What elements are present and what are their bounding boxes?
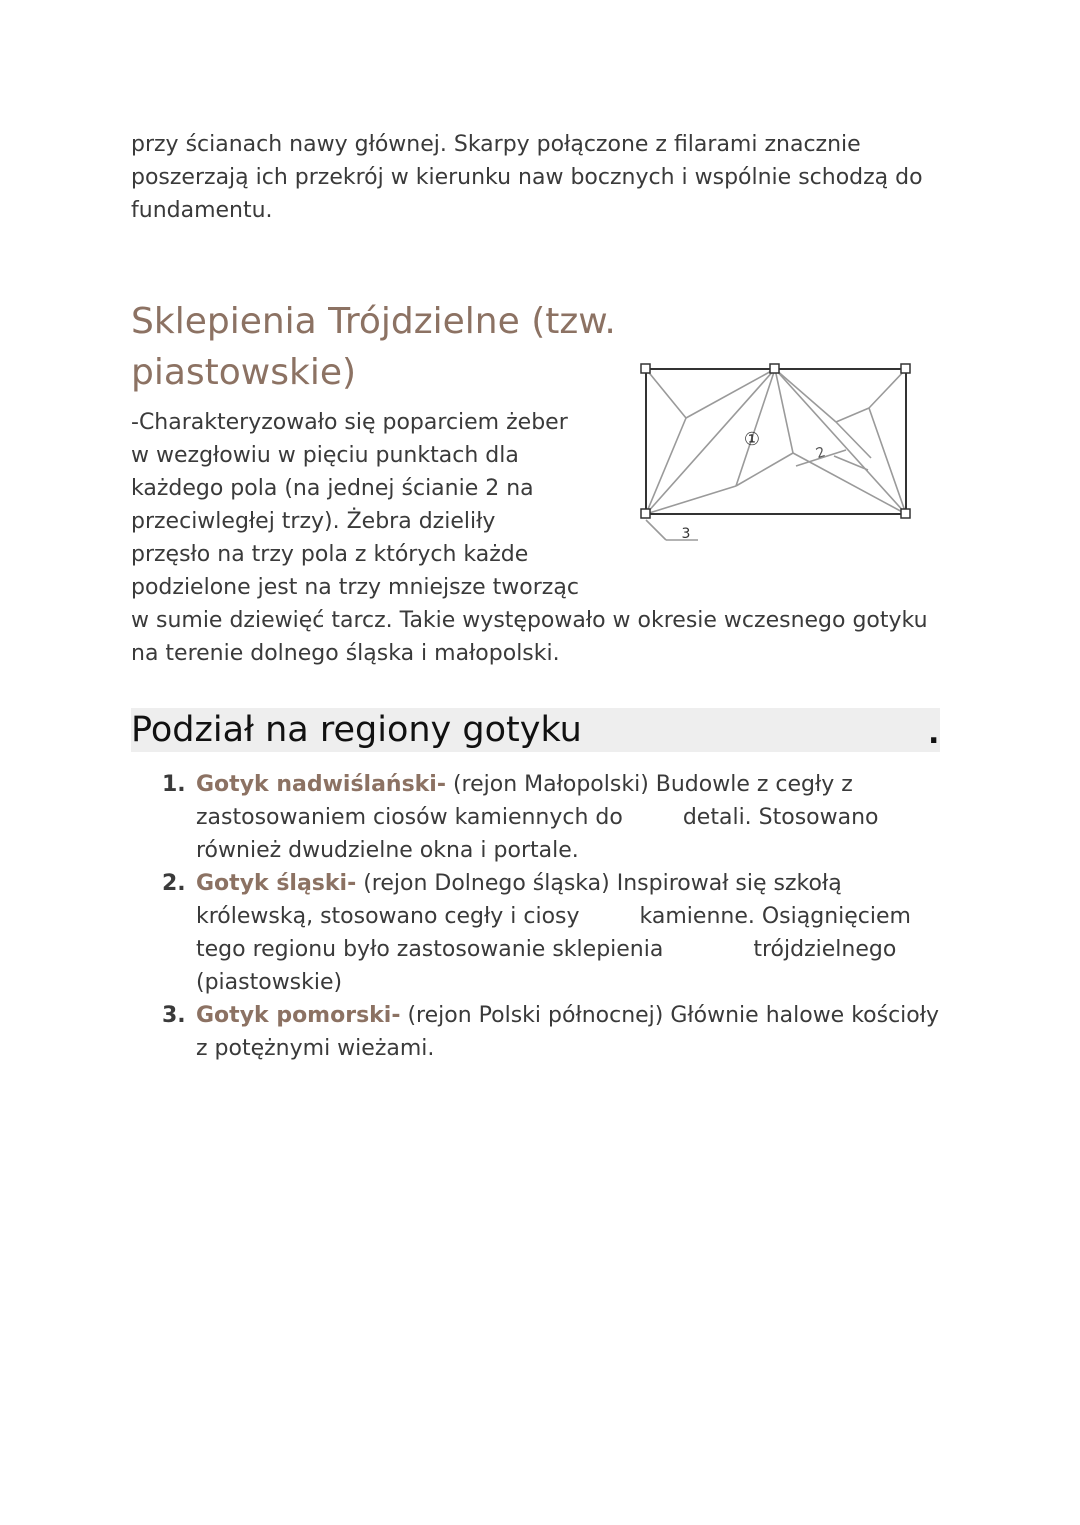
list-number: 3. <box>162 1003 186 1028</box>
list-item <box>162 999 952 1065</box>
figure-label-1: ① <box>743 429 761 450</box>
region-term: Gotyk śląski- <box>196 871 357 896</box>
support-marker <box>901 364 910 373</box>
vault-description <box>131 406 951 670</box>
region-term: Gotyk pomorski- <box>196 1003 401 1028</box>
regions-heading: Podział na regiony gotyku <box>131 710 582 750</box>
list-item <box>162 768 952 867</box>
list-number: 1. <box>162 772 186 797</box>
region-term: Gotyk nadwiślański- <box>196 772 446 797</box>
support-marker <box>770 364 779 373</box>
heading-dot: . <box>928 716 940 751</box>
region-desc: (rejon Małopolski) Budowle z cegły z zastosowaniem ciosów kamiennych do <box>196 772 853 830</box>
intro-paragraph: przy ścianach nawy głównej. Skarpy połączone z filarami znacznie poszerzają ich przekrój w kierunku naw bocznych i wspólnie schodzą do fundamentu. <box>131 132 923 223</box>
region-desc-end: trójdzielnego (piastowskie) <box>196 937 897 995</box>
list-item <box>162 867 952 999</box>
figure-float-space <box>581 406 951 588</box>
vault-description-text: -Charakteryzowało się poparciem żeber w wezgłowiu w pięciu punktach dla każdego pola (na jednej ścianie 2 na przeciwległej trzy). Żebra dzieliły przęsło na trzy pola z których każde podzielone jest na trzy mniejsze tworząc w sumie dziewięć tarcz. Takie występowało w okresie wczesnego gotyku na terenie dolnego śląska i małopolski. <box>131 410 928 666</box>
vault-heading: Sklepienia Trójdzielne (tzw. piastowskie) <box>131 301 616 393</box>
support-marker <box>641 364 650 373</box>
list-number: 2. <box>162 871 186 896</box>
region-desc-cont: detali. Stosowano również dwudzielne okna i portale. <box>196 805 879 863</box>
region-desc: (rejon Polski północnej) Głównie halowe kościoły z potężnymi wieżami. <box>196 1003 940 1061</box>
region-desc-cont: kamienne. Osiągnięciem tego regionu było zastosowanie sklepienia <box>196 904 911 962</box>
figure-label-2: 2 <box>814 444 828 463</box>
figure-label-3: 3 <box>681 526 691 542</box>
region-desc: (rejon Dolnego śląska) Inspirował się szkołą królewską, stosowano cegły i ciosy <box>196 871 842 929</box>
regions-list <box>162 768 952 1065</box>
